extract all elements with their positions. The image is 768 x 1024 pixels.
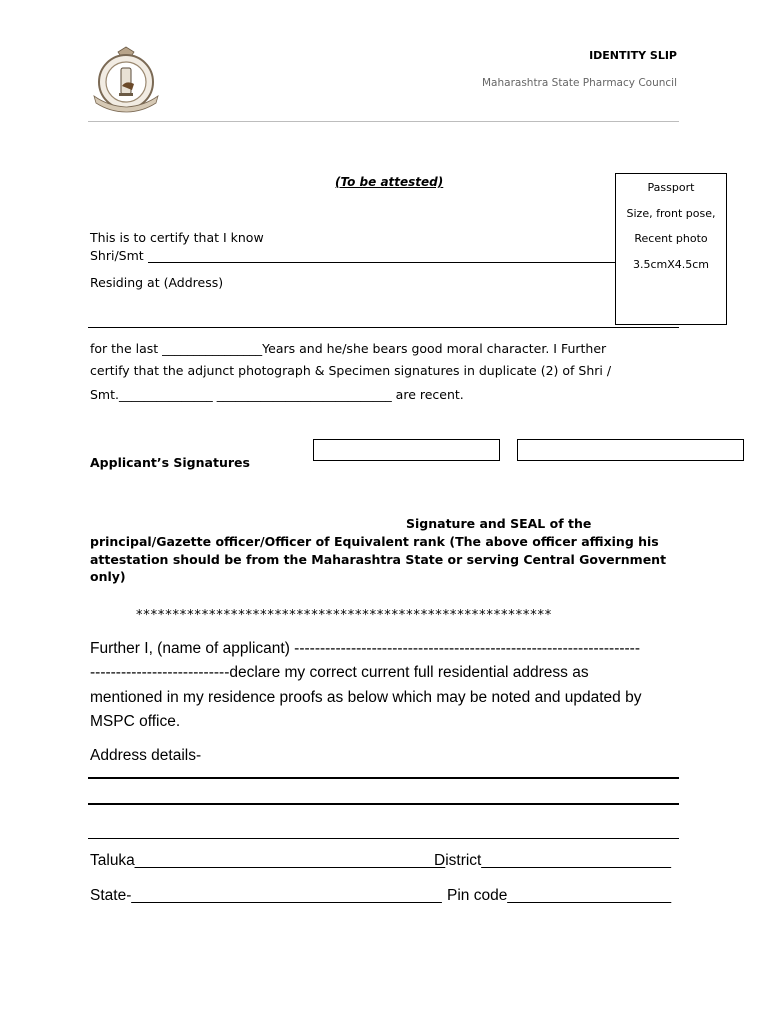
declaration-line-4: MSPC office. <box>90 713 181 730</box>
shri-smt-label: Shri/Smt <box>90 248 144 263</box>
signature-box-2[interactable] <box>517 439 744 461</box>
name-blank-line[interactable] <box>148 262 615 263</box>
taluka-field[interactable]: Taluka____________________________________ <box>90 852 446 869</box>
address-line-2[interactable] <box>88 803 679 805</box>
certify-text: This is to certify that I know <box>90 230 264 245</box>
organization-name: Maharashtra State Pharmacy Council <box>481 77 677 89</box>
residing-label: Residing at (Address) <box>90 275 224 290</box>
signature-box-1[interactable] <box>313 439 500 461</box>
applicant-signatures-label: Applicant’s Signatures <box>90 455 250 470</box>
address-line-1[interactable] <box>88 777 679 779</box>
declaration-line-1: Further I, (name of applicant) ------------------------------------------------------------------- <box>90 640 641 657</box>
photo-box-line: Recent photo <box>634 232 708 245</box>
separator-stars: ********************************************************* <box>136 608 553 623</box>
adjunct-text: certify that the adjunct photograph & Specimen signatures in duplicate (2) of Shri / <box>90 363 612 378</box>
district-field[interactable]: District______________________ <box>434 852 672 869</box>
pincode-field[interactable]: Pin code___________________ <box>447 887 672 904</box>
document-title: IDENTITY SLIP <box>589 49 677 62</box>
photo-box-line: 3.5cmX4.5cm <box>632 257 710 271</box>
pharmacy-council-seal-icon <box>88 44 164 114</box>
address-details-label: Address details- <box>90 747 202 764</box>
address-blank-line[interactable] <box>88 327 679 328</box>
years-text: for the last ________________Years and he/she bears good moral character. I Further <box>90 341 607 356</box>
state-field[interactable]: State-____________________________________ <box>90 887 442 904</box>
seal-heading: Signature and SEAL of the <box>406 516 592 531</box>
header-divider <box>88 121 679 122</box>
photo-box-line: Size, front pose, <box>626 206 716 220</box>
attested-note: (To be attested) <box>335 175 444 189</box>
passport-photo-box <box>615 173 727 325</box>
address-line-3[interactable] <box>88 838 679 839</box>
declaration-line-3: mentioned in my residence proofs as below which may be noted and updated by <box>90 689 642 706</box>
council-seal-logo <box>88 44 164 114</box>
declaration-line-2: ---------------------------declare my correct current full residential address as <box>90 664 589 681</box>
officer-instruction: principal/Gazette officer/Officer of Equivalent rank (The above officer affixing his attestation should be from the Maharashtra State or serving Central Government only) <box>90 534 667 584</box>
photo-box-line: Passport <box>647 181 695 194</box>
smt-recent-text: Smt._______________ ____________________________ are recent. <box>90 387 464 402</box>
